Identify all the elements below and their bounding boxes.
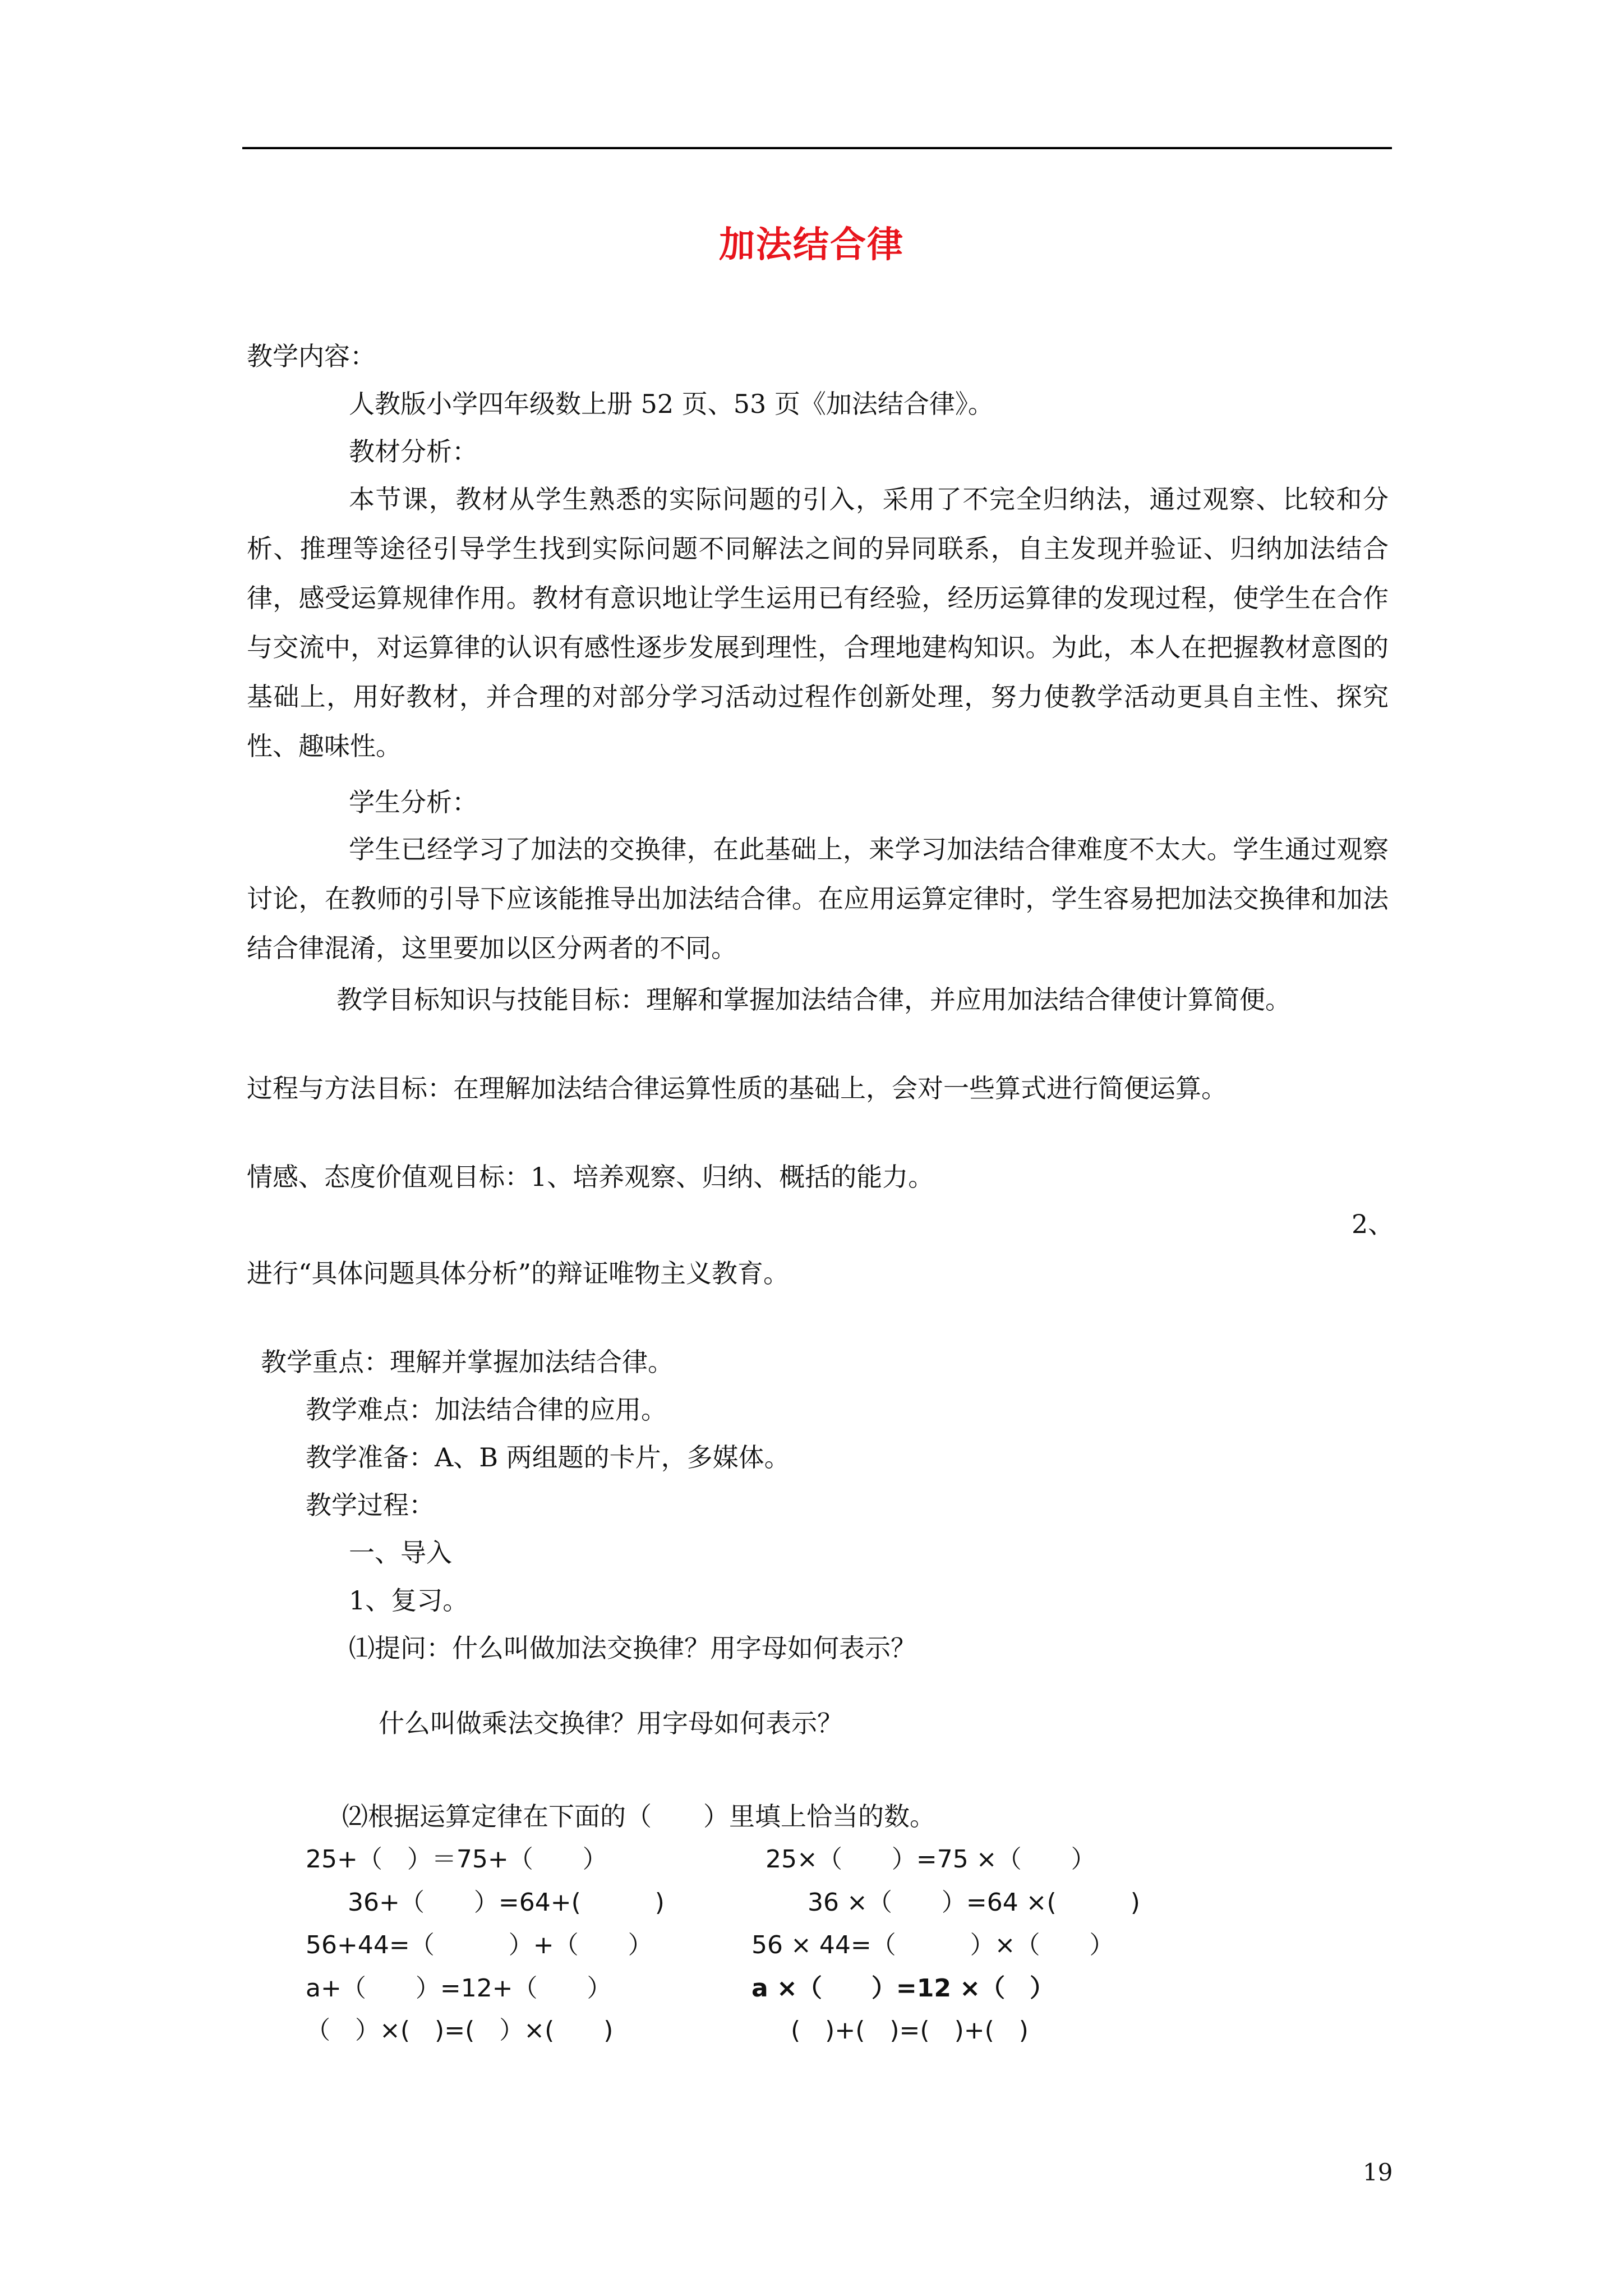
student-paragraph: 学生已经学习了加法的交换律，在此基础上，来学习加法结合律难度不太大。学生通过观察讨论，在教师的引导下应该能推导出加法结合律。在应用运算定律时，学生容易把加法交换律和加法结合律混淆，这里要加以区分两者的不同。 [247, 834, 1389, 963]
page-title: 加法结合律 [719, 224, 904, 266]
step-intro: 一、导入 [349, 1538, 452, 1568]
preparation: 教学准备：A、B 两组题的卡片，多媒体。 [306, 1442, 790, 1473]
review: 1、复习。 [349, 1585, 469, 1616]
exercise-right-1: 25×（ ）=75 ×（ ） [766, 1845, 1096, 1874]
exercise-left-5: （ ）×( )=( ）×( ) [306, 2016, 614, 2045]
exercise-right-4: a ×（ ）=12 ×（ ） [751, 1974, 1055, 2003]
goal-emotion-2-text: 进行“具体问题具体分析”的辩证唯物主义教育。 [247, 1258, 790, 1289]
exercise-left-3: 56+44=（ ）+（ ） [306, 1931, 653, 1959]
difficulty: 教学难点：加法结合律的应用。 [306, 1395, 667, 1425]
exercise-right-2: 36 ×（ ）=64 ×( ) [808, 1888, 1140, 1917]
goal-process: 过程与方法目标：在理解加法结合律运算性质的基础上，会对一些算式进行简便运算。 [247, 1073, 1227, 1103]
goal-emotion: 情感、态度价值观目标：1、培养观察、归纳、概括的能力。 [247, 1162, 934, 1192]
question-1b: 什么叫做乘法交换律？用字母如何表示？ [379, 1708, 843, 1738]
material-label: 教材分析： [349, 436, 478, 467]
process-label: 教学过程： [306, 1490, 435, 1520]
question-1: ⑴提问：什么叫做加法交换律？用字母如何表示？ [349, 1633, 916, 1663]
question-2: ⑵根据运算定律在下面的（ ）里填上恰当的数。 [342, 1801, 935, 1832]
student-label: 学生分析： [349, 787, 478, 817]
exercise-right-5: ( )+( )=( )+( ) [791, 2016, 1029, 2045]
content-label: 教学内容： [247, 341, 376, 371]
content-text: 人教版小学四年级数上册 52 页、53 页《加法结合律》。 [349, 389, 994, 419]
exercise-left-1: 25+（ ）＝75+（ ） [306, 1845, 607, 1874]
exercise-left-4: a+（ ）=12+（ ） [306, 1974, 612, 2003]
goal-emotion-2-number: 2、 [1352, 1209, 1394, 1239]
material-paragraph: 本节课，教材从学生熟悉的实际问题的引入，采用了不完全归纳法，通过观察、比较和分析、推理等途径引导学生找到实际问题不同解法之间的异同联系，自主发现并验证、归纳加法结合律，感受运算规律作用。教材有意识地让学生运用已有经验，经历运算律的发现过程，使学生在合作与交流中，对运算律的认识有感性逐步发展到理性，合理地建构知识。为此，本人在把握教材意图的基础上，用好教材，并合理的对部分学习活动过程作创新处理，努力使教学活动更具自主性、探究性、趣味性。 [247, 484, 1389, 761]
exercise-left-2: 36+（ ）=64+( ) [348, 1888, 665, 1917]
exercise-right-3: 56 × 44=（ ）×（ ） [751, 1931, 1114, 1959]
key-point: 教学重点：理解并掌握加法结合律。 [261, 1347, 674, 1377]
page-number: 19 [1363, 2159, 1393, 2186]
goal-knowledge: 教学目标知识与技能目标：理解和掌握加法结合律，并应用加法结合律使计算简便。 [336, 984, 1291, 1015]
header-rule [242, 147, 1392, 149]
